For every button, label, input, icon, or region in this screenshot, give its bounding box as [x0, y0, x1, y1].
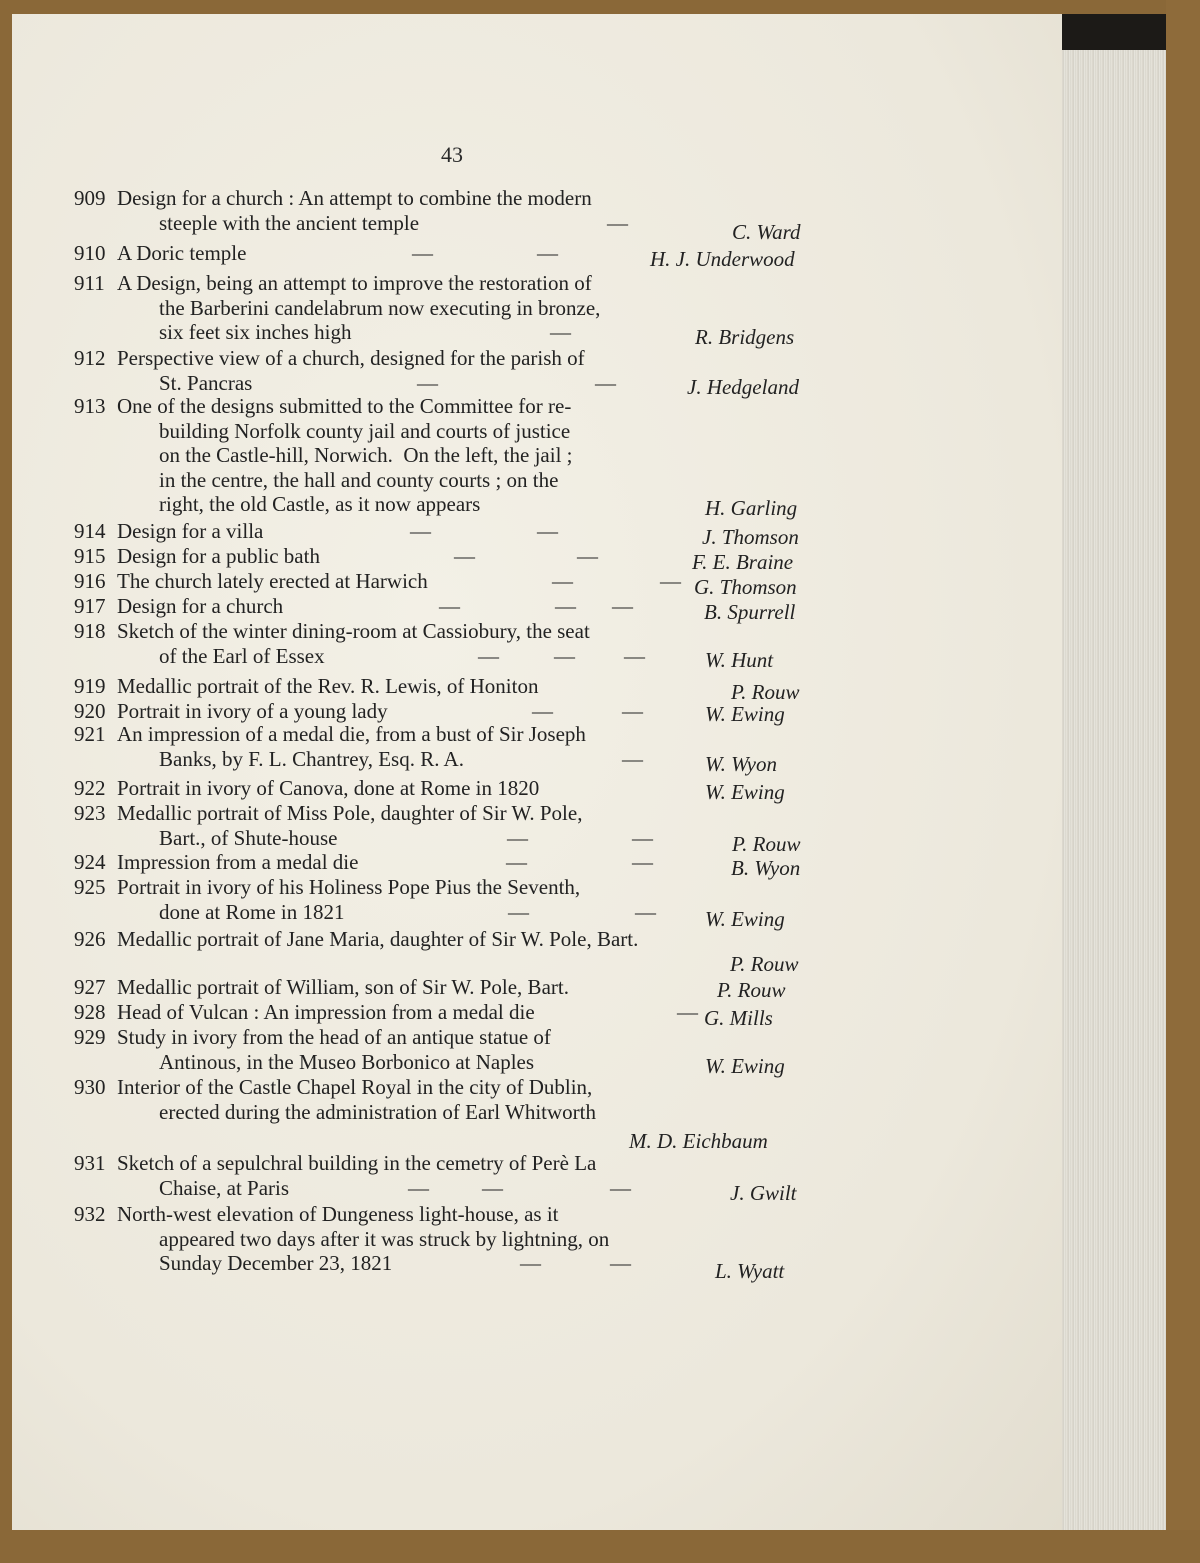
entry-number: 928: [74, 1000, 106, 1024]
leader-dash: —: [410, 519, 431, 543]
entry-title: Perspective view of a church, designed for the parish of: [117, 346, 585, 370]
leader-dash: —: [632, 825, 653, 850]
entry-artist: W. Hunt: [705, 648, 774, 672]
leader-dash: —: [506, 850, 527, 874]
entry-number: 932: [74, 1202, 106, 1226]
entry-artist: H. J. Underwood: [650, 247, 795, 271]
entry-title: An impression of a medal die, from a bust of Sir Joseph: [117, 722, 586, 746]
entry-number: 917: [74, 594, 106, 618]
entry-title: Medallic portrait of Jane Maria, daughter of Sir W. Pole, Bart.: [117, 927, 639, 951]
entry-title-continuation: right, the old Castle, as it now appears: [159, 492, 481, 516]
entry-artist: P. Rouw: [730, 952, 799, 976]
entry-title: Design for a public bath: [117, 544, 320, 568]
entry-number: 930: [74, 1075, 106, 1099]
entry-title: Portrait in ivory of a young lady: [117, 699, 388, 723]
entry-artist: P. Rouw: [731, 680, 800, 704]
entry-title: Study in ivory from the head of an antique statue of: [117, 1025, 551, 1049]
entry-number: 910: [74, 241, 106, 265]
entry-title: Impression from a medal die: [117, 850, 359, 874]
entry-title-continuation: in the centre, the hall and county courts ; on the: [159, 467, 559, 492]
entry-number: 929: [74, 1025, 106, 1049]
leader-dash: —: [595, 370, 616, 395]
entry-title: Medallic portrait of the Rev. R. Lewis, of Honiton: [117, 674, 539, 698]
entry-title-continuation: building Norfolk county jail and courts of justice: [159, 418, 571, 443]
entry-number: 915: [74, 544, 106, 568]
leader-dash: —: [555, 594, 576, 618]
entry-artist: W. Ewing: [705, 702, 785, 726]
leader-dash: —: [577, 544, 598, 568]
leader-dash: —: [482, 1175, 503, 1200]
leader-dash: —: [622, 699, 643, 723]
entry-artist: W. Ewing: [705, 907, 785, 931]
entry-artist: J. Gwilt: [730, 1181, 797, 1205]
entry-title: Portrait in ivory of Canova, done at Rome in 1820: [117, 776, 540, 800]
entry-title-continuation: Sunday December 23, 1821: [159, 1251, 393, 1275]
leader-dash: —: [532, 699, 553, 723]
entry-number: 931: [74, 1151, 106, 1175]
entry-title-continuation: Bart., of Shute-house: [159, 825, 338, 850]
entry-title: Head of Vulcan : An impression from a medal die: [117, 1000, 535, 1024]
leader-dash: —: [610, 1251, 631, 1275]
entry-number: 914: [74, 519, 106, 543]
leader-dash: —: [550, 320, 571, 344]
entry-artist: P. Rouw: [717, 978, 786, 1002]
entry-title: One of the designs submitted to the Committee for re-: [117, 394, 572, 418]
entry-artist: L. Wyatt: [715, 1259, 785, 1283]
entry-artist: W. Ewing: [705, 1054, 785, 1078]
entry-title: A Design, being an attempt to improve the restoration of: [117, 271, 592, 295]
entry-number: 913: [74, 394, 106, 418]
entry-title: Interior of the Castle Chapel Royal in the city of Dublin,: [117, 1075, 593, 1099]
entry-title-continuation: on the Castle-hill, Norwich. On the left, the jail ;: [159, 443, 573, 467]
entry-number: 921: [74, 722, 106, 746]
entry-artist: W. Wyon: [705, 752, 777, 776]
entry-title-continuation: done at Rome in 1821: [159, 899, 345, 924]
entry-number: 920: [74, 699, 106, 723]
entry-artist: J. Hedgeland: [687, 375, 799, 399]
book-cover-left: [0, 0, 12, 1563]
entry-title-continuation: Antinous, in the Museo Borbonico at Naples: [159, 1049, 535, 1074]
entry-number: 916: [74, 569, 106, 593]
entry-title-continuation: appeared two days after it was struck by lightning, on: [159, 1226, 610, 1251]
entry-title: A Doric temple: [117, 241, 247, 265]
leader-dash: —: [612, 594, 633, 618]
entry-title: Medallic portrait of William, son of Sir W. Pole, Bart.: [117, 975, 569, 999]
entry-number: 912: [74, 346, 106, 370]
entry-title-continuation: of the Earl of Essex: [159, 643, 325, 668]
entry-number: 925: [74, 875, 106, 899]
entry-title: Medallic portrait of Miss Pole, daughter of Sir W. Pole,: [117, 801, 583, 825]
book-cover-bottom: [0, 1530, 1200, 1563]
entry-title-continuation: steeple with the ancient temple: [159, 210, 420, 235]
book-cover-top: [0, 0, 1200, 14]
entry-title-continuation: six feet six inches high: [159, 320, 352, 344]
entry-title: North-west elevation of Dungeness light-house, as it: [117, 1202, 559, 1226]
leader-dash: —: [412, 241, 433, 265]
page: [12, 14, 1062, 1530]
leader-dash: —: [537, 519, 558, 543]
leader-dash: —: [507, 825, 528, 850]
leader-dash: —: [607, 210, 628, 235]
entry-artist: W. Ewing: [705, 780, 785, 804]
leader-dash: —: [610, 1175, 631, 1200]
leader-dash: —: [622, 746, 643, 771]
entry-number: 923: [74, 801, 106, 825]
entry-artist: B. Wyon: [731, 856, 801, 880]
entry-artist: F. E. Braine: [692, 550, 794, 574]
book-cover-right: [1166, 0, 1200, 1563]
entry-number: 924: [74, 850, 106, 874]
leader-dash: —: [624, 643, 645, 668]
leader-dash: —: [554, 643, 575, 668]
leader-dash: —: [417, 370, 438, 395]
entry-number: 927: [74, 975, 106, 999]
entry-title-continuation: the Barberini candelabrum now executing in bronze,: [159, 295, 601, 320]
entry-artist: B. Spurrell: [704, 600, 796, 624]
entry-title: Portrait in ivory of his Holiness Pope Pius the Seventh,: [117, 875, 581, 899]
leader-dash: —: [408, 1175, 429, 1200]
entry-artist: P. Rouw: [732, 832, 801, 856]
leader-dash: —: [454, 544, 475, 568]
entry-artist: M. D. Eichbaum: [629, 1129, 768, 1153]
leader-dash: —: [537, 241, 558, 265]
entry-number: 922: [74, 776, 106, 800]
leader-dash: —: [508, 899, 529, 924]
entry-title-continuation: Banks, by F. L. Chantrey, Esq. R. A.: [159, 746, 464, 771]
entry-number: 909: [74, 186, 106, 210]
leader-dash: —: [520, 1251, 541, 1275]
leader-dash: —: [677, 1000, 698, 1024]
entry-number: 911: [74, 271, 105, 295]
entry-artist: J. Thomson: [702, 525, 799, 549]
leader-dash: —: [478, 643, 499, 668]
entry-title: Sketch of the winter dining-room at Cassiobury, the seat: [117, 619, 590, 643]
entry-title-continuation: erected during the administration of Earl Whitworth: [159, 1099, 596, 1124]
entry-number: 926: [74, 927, 106, 951]
entry-number: 919: [74, 674, 106, 698]
entry-artist: G. Thomson: [694, 575, 797, 599]
entry-title: Design for a church : An attempt to combine the modern: [117, 186, 592, 210]
entry-artist: H. Garling: [705, 496, 798, 520]
entry-title: The church lately erected at Harwich: [117, 569, 428, 593]
entry-title: Sketch of a sepulchral building in the cemetry of Perè La: [117, 1151, 597, 1175]
leader-dash: —: [635, 899, 656, 924]
leader-dash: —: [439, 594, 460, 618]
entry-title-continuation: Chaise, at Paris: [159, 1175, 290, 1200]
entry-title: Design for a church: [117, 594, 284, 618]
entry-artist: R. Bridgens: [695, 325, 795, 349]
leader-dash: —: [660, 569, 681, 593]
entry-artist: G. Mills: [704, 1006, 773, 1030]
entry-title-continuation: St. Pancras: [159, 370, 253, 395]
leader-dash: —: [552, 569, 573, 593]
leader-dash: —: [632, 850, 653, 874]
entry-title: Design for a villa: [117, 519, 264, 543]
page-number: 43: [441, 142, 463, 167]
entry-artist: C. Ward: [732, 220, 801, 244]
entry-number: 918: [74, 619, 106, 643]
